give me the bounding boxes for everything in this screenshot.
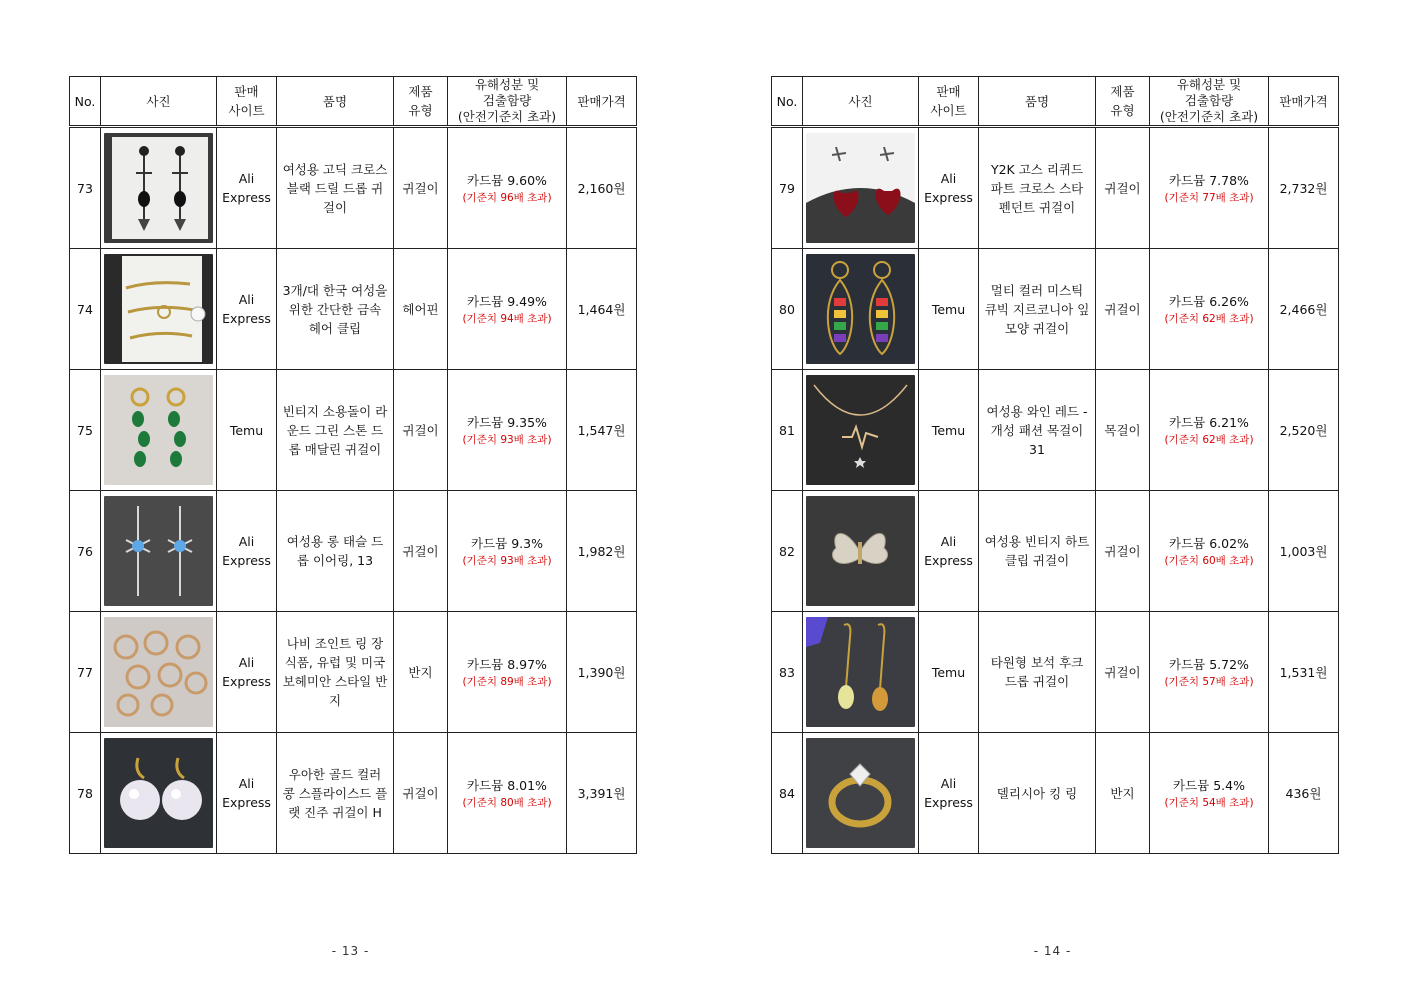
row-hazard: 카드뮴 7.78% (기준치 77배 초과) (1150, 127, 1269, 249)
table-row (772, 127, 1339, 249)
row-site: Temu (919, 612, 979, 733)
row-type: 반지 (394, 612, 448, 733)
hair-clip-icon (104, 254, 213, 364)
row-price: 1,547원 (567, 370, 637, 491)
row-price: 2,732원 (1269, 127, 1339, 249)
header-hazard: 유해성분 및 검출함량 (안전기준치 초과) (1150, 77, 1269, 127)
table-row (70, 370, 637, 491)
butterfly-clip-icon (806, 496, 915, 606)
row-no: 77 (70, 612, 101, 733)
row-site: Temu (919, 249, 979, 370)
page-14 (702, 0, 1403, 992)
page-13 (0, 0, 701, 992)
header-price: 판매가격 (1269, 77, 1339, 127)
product-table-page-13 (69, 76, 637, 854)
row-name: 3개/대 한국 여성을위한 간단한 금속 헤어 클립 (277, 249, 394, 370)
row-no: 81 (772, 370, 803, 491)
row-price: 1,390원 (567, 612, 637, 733)
row-name: 여성용 빈티지 하트 클립 귀걸이 (979, 491, 1096, 612)
table-header-row (70, 77, 637, 127)
row-type: 귀걸이 (1096, 612, 1150, 733)
row-name: 타원형 보석 후크 드롭 귀걸이 (979, 612, 1096, 733)
row-hazard: 카드뮴 6.21% (기준치 62배 초과) (1150, 370, 1269, 491)
hook-drop-earrings-icon (806, 617, 915, 727)
row-name: 델리시아 킹 링 (979, 733, 1096, 854)
row-price: 2,160원 (567, 127, 637, 249)
row-site: Ali Express (217, 249, 277, 370)
page-number: - 13 - (331, 944, 370, 958)
row-type: 귀걸이 (394, 733, 448, 854)
row-no: 79 (772, 127, 803, 249)
row-hazard: 카드뮴 9.3% (기준치 93배 초과) (448, 491, 567, 612)
rings-set-icon (104, 617, 213, 727)
row-no: 82 (772, 491, 803, 612)
row-price: 1,982원 (567, 491, 637, 612)
row-site: Ali Express (919, 491, 979, 612)
row-type: 귀걸이 (1096, 127, 1150, 249)
table-row (70, 491, 637, 612)
leaf-earrings-icon (806, 254, 915, 364)
row-type: 귀걸이 (394, 127, 448, 249)
row-price: 1,003원 (1269, 491, 1339, 612)
row-hazard: 카드뮴 9.35% (기준치 93배 초과) (448, 370, 567, 491)
header-site: 판매 사이트 (217, 77, 277, 127)
row-price: 3,391원 (567, 733, 637, 854)
row-no: 73 (70, 127, 101, 249)
row-no: 76 (70, 491, 101, 612)
row-name: 멀티 컬러 미스틱 큐빅 지르코니아 잎 모양 귀걸이 (979, 249, 1096, 370)
row-no: 84 (772, 733, 803, 854)
row-site: Ali Express (217, 612, 277, 733)
row-type: 귀걸이 (394, 370, 448, 491)
row-type: 귀걸이 (394, 491, 448, 612)
row-no: 74 (70, 249, 101, 370)
header-photo: 사진 (101, 77, 217, 127)
table-row (70, 612, 637, 733)
row-site: Ali Express (217, 127, 277, 249)
row-hazard: 카드뮴 9.49% (기준치 94배 초과) (448, 249, 567, 370)
heartbeat-necklace-icon (806, 375, 915, 485)
row-price: 1,464원 (567, 249, 637, 370)
row-price: 436원 (1269, 733, 1339, 854)
pearl-earrings-icon (104, 738, 213, 848)
row-site: Temu (919, 370, 979, 491)
row-name: 여성용 와인 레드 -개성 패션 목걸이 31 (979, 370, 1096, 491)
header-name: 품명 (277, 77, 394, 127)
row-hazard: 카드뮴 6.02% (기준치 60배 초과) (1150, 491, 1269, 612)
green-stone-earrings-icon (104, 375, 213, 485)
row-type: 귀걸이 (1096, 491, 1150, 612)
row-name: 여성용 롱 태슬 드롭 이어링, 13 (277, 491, 394, 612)
row-site: Temu (217, 370, 277, 491)
row-no: 78 (70, 733, 101, 854)
row-name: 우아한 골드 컬러 콩 스플라이스드 플랫 진주 귀걸이 H (277, 733, 394, 854)
page-number: - 14 - (1033, 944, 1072, 958)
row-no: 75 (70, 370, 101, 491)
row-name: 빈티지 소용돌이 라운드 그린 스톤 드롭 매달린 귀걸이 (277, 370, 394, 491)
row-site: Ali Express (217, 733, 277, 854)
header-type: 제품 유형 (394, 77, 448, 127)
table-row (772, 733, 1339, 854)
gothic-cross-earrings-icon (104, 133, 213, 243)
header-no: No. (70, 77, 101, 127)
row-name: Y2K 고스 리퀴드 파트 크로스 스타 펜던트 귀걸이 (979, 127, 1096, 249)
header-photo: 사진 (803, 77, 919, 127)
table-row (772, 370, 1339, 491)
header-type: 제품 유형 (1096, 77, 1150, 127)
row-type: 반지 (1096, 733, 1150, 854)
table-row (772, 612, 1339, 733)
row-price: 2,520원 (1269, 370, 1339, 491)
gold-ring-icon (806, 738, 915, 848)
row-hazard: 카드뮴 5.4% (기준치 54배 초과) (1150, 733, 1269, 854)
table-row (772, 491, 1339, 612)
table-header-row (772, 77, 1339, 127)
table-row (772, 249, 1339, 370)
row-hazard: 카드뮴 5.72% (기준치 57배 초과) (1150, 612, 1269, 733)
row-no: 80 (772, 249, 803, 370)
row-type: 목걸이 (1096, 370, 1150, 491)
row-type: 헤어핀 (394, 249, 448, 370)
row-site: Ali Express (919, 127, 979, 249)
row-site: Ali Express (217, 491, 277, 612)
header-hazard: 유해성분 및 검출함량 (안전기준치 초과) (448, 77, 567, 127)
row-hazard: 카드뮴 8.97% (기준치 89배 초과) (448, 612, 567, 733)
row-price: 1,531원 (1269, 612, 1339, 733)
header-price: 판매가격 (567, 77, 637, 127)
table-row (70, 733, 637, 854)
red-heart-earrings-icon (806, 133, 915, 243)
row-site: Ali Express (919, 733, 979, 854)
row-type: 귀걸이 (1096, 249, 1150, 370)
row-hazard: 카드뮴 8.01% (기준치 80배 초과) (448, 733, 567, 854)
row-price: 2,466원 (1269, 249, 1339, 370)
row-no: 83 (772, 612, 803, 733)
row-name: 여성용 고딕 크로스 블랙 드릴 드롭 귀걸이 (277, 127, 394, 249)
header-name: 품명 (979, 77, 1096, 127)
table-row (70, 249, 637, 370)
table-row (70, 127, 637, 249)
product-table-page-14 (771, 76, 1339, 854)
tassel-earrings-icon (104, 496, 213, 606)
header-site: 판매 사이트 (919, 77, 979, 127)
header-no: No. (772, 77, 803, 127)
row-hazard: 카드뮴 6.26% (기준치 62배 초과) (1150, 249, 1269, 370)
row-name: 나비 조인트 링 장식품, 유럽 및 미국 보헤미안 스타일 반지 (277, 612, 394, 733)
row-hazard: 카드뮴 9.60% (기준치 96배 초과) (448, 127, 567, 249)
